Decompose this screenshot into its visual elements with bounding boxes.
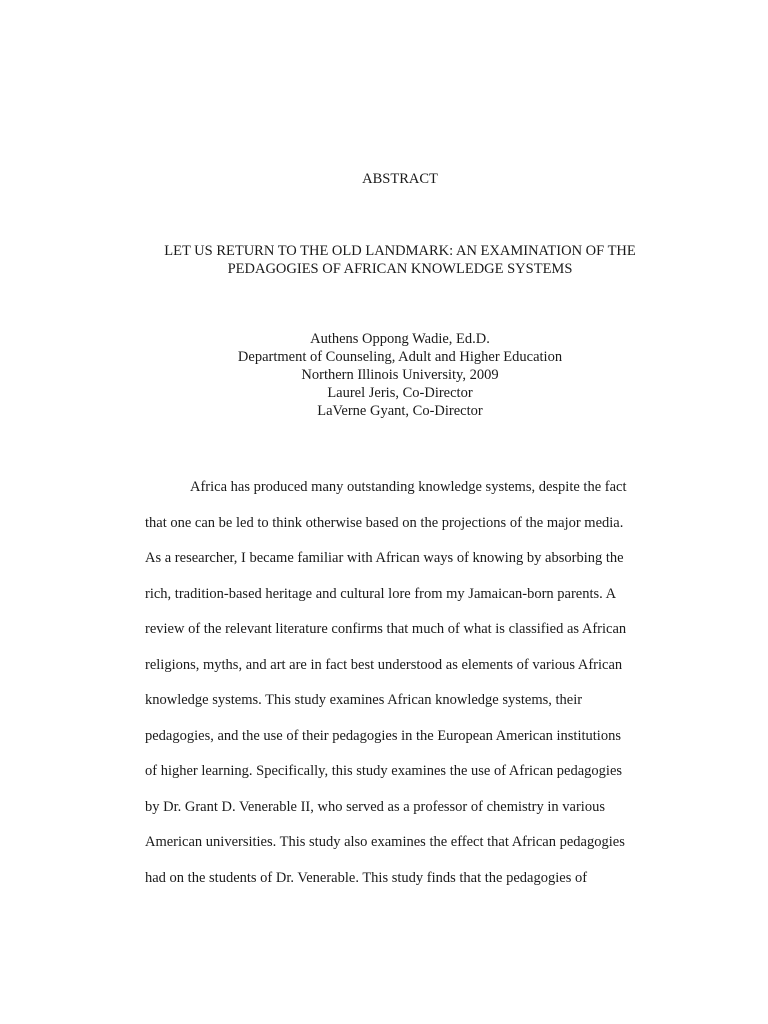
- document-title: [0, 242, 768, 278]
- co-director-1: Laurel Jeris, Co-Director: [327, 385, 473, 401]
- body-line: pedagogies, and the use of their pedagogies in the European American institutions: [145, 727, 621, 744]
- title-line-2: PEDAGOGIES OF AFRICAN KNOWLEDGE SYSTEMS: [227, 261, 573, 277]
- body-line: of higher learning. Specifically, this study examines the use of African pedagogies: [145, 763, 623, 779]
- co-director-2: LaVerne Gyant, Co-Director: [317, 403, 483, 419]
- body-line: As a researcher, I became familiar with African ways of knowing by absorbing the: [145, 550, 624, 566]
- body-line: religions, myths, and art are in fact best understood as elements of various African: [145, 656, 623, 673]
- body-line: Africa has produced many outstanding knowledge systems, despite the fact: [190, 479, 627, 495]
- body-line: knowledge systems. This study examines African knowledge systems, their: [145, 692, 583, 708]
- title-line-1: LET US RETURN TO THE OLD LANDMARK: AN EXAMINATION OF THE: [164, 243, 636, 259]
- author-university: Northern Illinois University, 2009: [301, 367, 499, 383]
- body-line: by Dr. Grant D. Venerable II, who served as a professor of chemistry in various: [145, 798, 605, 815]
- abstract-heading: ABSTRACT: [362, 171, 438, 187]
- author-name: Authens Oppong Wadie, Ed.D.: [310, 331, 490, 347]
- body-line: review of the relevant literature confirms that much of what is classified as African: [145, 621, 627, 637]
- body-line: had on the students of Dr. Venerable. This study finds that the pedagogies of: [145, 869, 588, 886]
- body-line: that one can be led to think otherwise based on the projections of the major media.: [145, 514, 624, 531]
- body-line: American universities. This study also examines the effect that African pedagogies: [145, 834, 625, 850]
- abstract-body: [145, 470, 655, 896]
- body-line: rich, tradition-based heritage and cultural lore from my Jamaican-born parents. A: [145, 585, 617, 602]
- author-block: [0, 330, 768, 420]
- author-department: Department of Counseling, Adult and Higher Education: [237, 349, 563, 365]
